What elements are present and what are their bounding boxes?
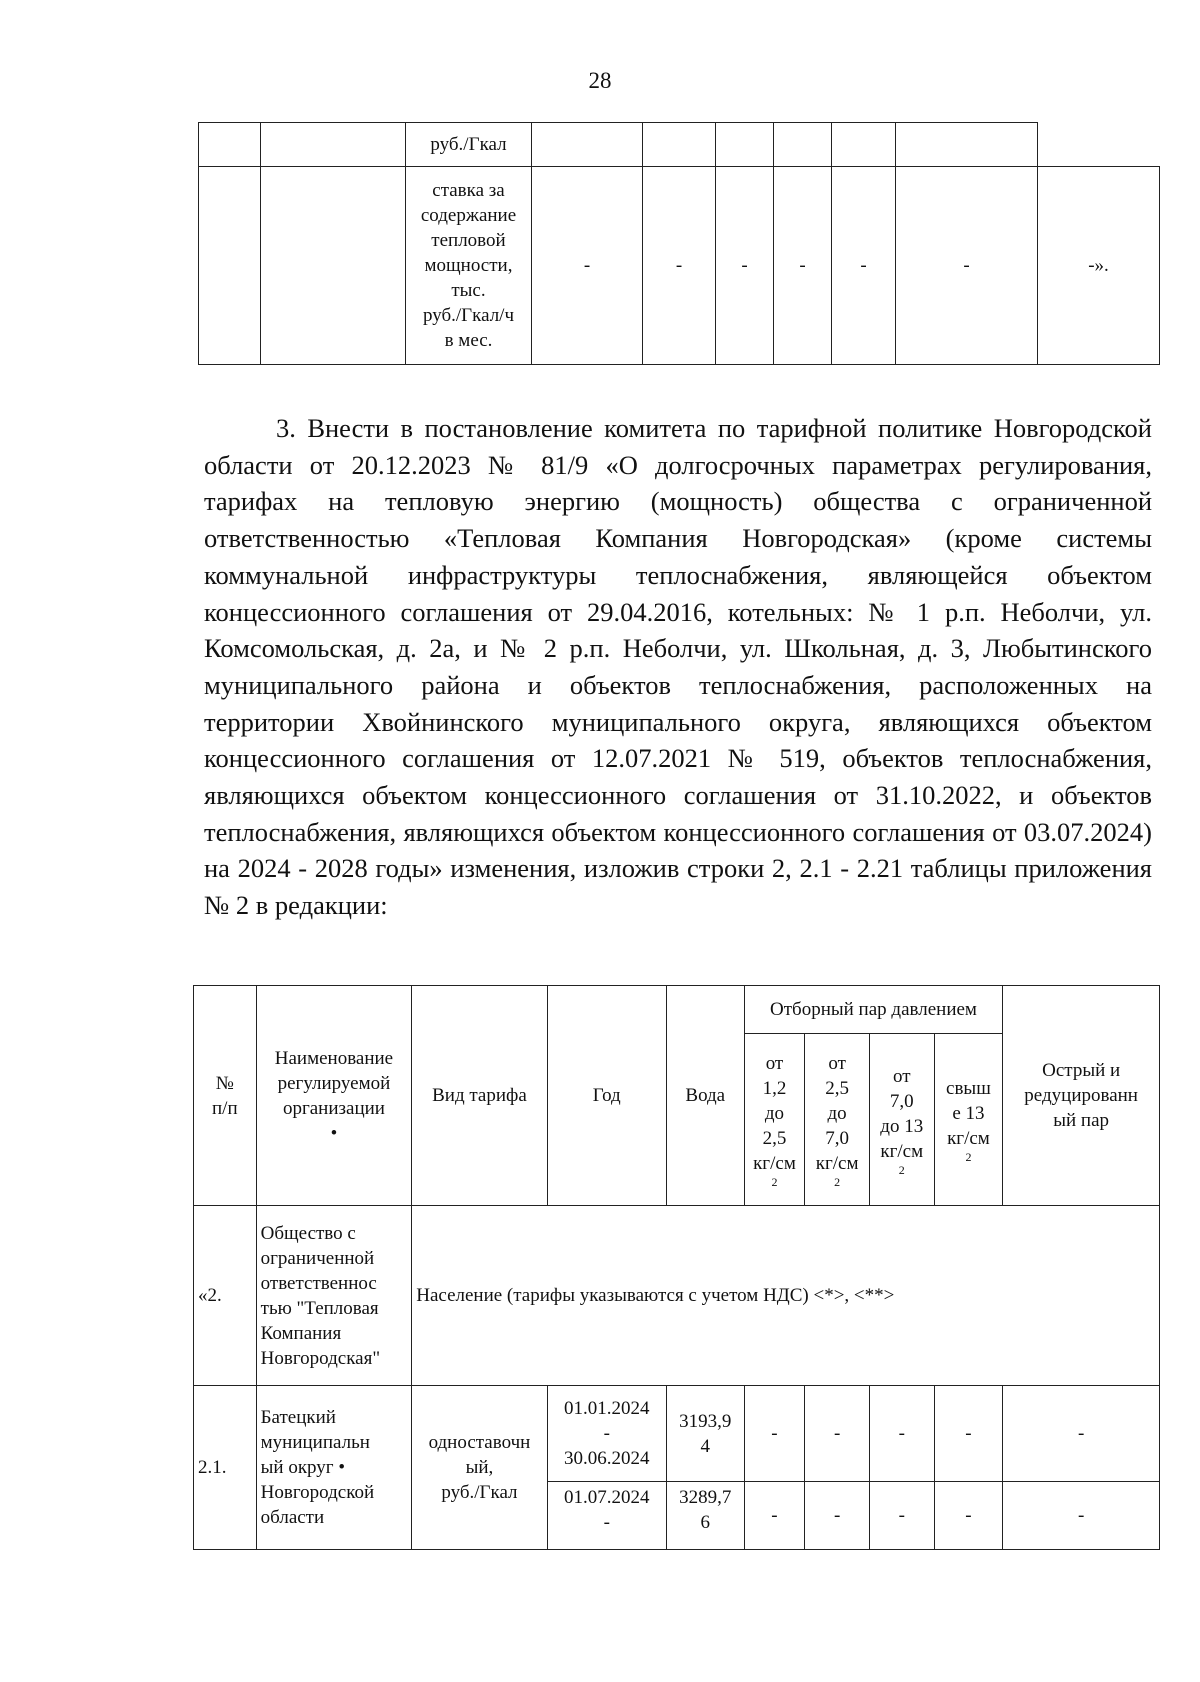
row-2-org: Общество с ограниченной ответственнос тью "Тепловая Компания Новгородская" [256,1206,412,1386]
period-2-value: - [934,1482,1003,1550]
period-2-water: 3289,7 6 [666,1482,744,1550]
row-2 [194,1206,1160,1386]
header-steam-2-5-7: от 2,5 до 7,0 кг/см 2 [805,1034,870,1206]
capacity-rate-row [199,167,1160,365]
row-2-note: Население (тарифы указываются с учетом НДС) <*>, <**> [412,1206,1160,1386]
tariff-table [193,985,1160,1550]
period-1-value: - [805,1386,870,1482]
row-2-num: «2. [194,1206,257,1386]
period-2-value: - [805,1482,870,1550]
header-row [194,986,1160,1034]
period-2-dates: 01.07.2024 - [547,1482,666,1550]
header-org: Наименование регулируемой организации • [256,986,412,1206]
header-tariff-type: Вид тарифа [412,986,547,1206]
period-1-value: - [744,1386,805,1482]
page-number: 28 [588,68,612,93]
header-steam-7-13: от 7,0 до 13 кг/см 2 [869,1034,934,1206]
unit-cell: руб./Гкал [406,123,532,167]
capacity-value-last: -». [1038,167,1160,365]
period-2-value: - [1003,1482,1160,1550]
header-sharp-steam: Острый и редуцированн ый пар [1003,986,1160,1206]
capacity-value: - [643,167,716,365]
amendment-paragraph [204,410,1152,924]
period-1-water: 3193,9 4 [666,1386,744,1482]
period-1-dates: 01.01.2024 - 30.06.2024 [547,1386,666,1482]
capacity-value: - [896,167,1038,365]
header-steam-over-13: свыш е 13 кг/см 2 [934,1034,1003,1206]
period-2-value: - [744,1482,805,1550]
header-num: № п/п [194,986,257,1206]
header-steam-1-2-5: от 1,2 до 2,5 кг/см 2 [744,1034,805,1206]
unit-row [199,123,1160,167]
row-2-1-tariff-type: одноставочн ый, руб./Гкал [412,1386,547,1550]
period-2-value: - [869,1482,934,1550]
continued-tariff-table [198,122,1160,365]
capacity-rate-label: ставка за содержание тепловой мощности, тыс. руб./Гкал/ч в мес. [406,167,532,365]
header-steam-group: Отборный пар давлением [744,986,1003,1034]
capacity-value: - [774,167,832,365]
header-year: Год [547,986,666,1206]
row-2-1-org: Батецкий муниципальн ый округ • Новгородской области [256,1386,412,1550]
row-2-1-period-1 [194,1386,1160,1482]
header-water: Вода [666,986,744,1206]
period-1-value: - [1003,1386,1160,1482]
capacity-value: - [716,167,774,365]
capacity-value: - [832,167,896,365]
period-1-value: - [869,1386,934,1482]
paragraph-text: Внести в постановление комитета по тарифной политике Новгородской области от 20.12.2023 № 81/9 «О долгосрочных параметрах регулирования, тарифах на тепловую энергию (мощность) общества с ограниченной ответственностью «Тепловая Компания Новгородская» (кроме системы коммунальной инфраструктуры теплоснабжения, являющейся объектом концессионного соглашения от 29.04.2016, котельных: № 1 р.п. Неболчи, ул. Комсомольская, д. 2а, и № 2 р.п. Неболчи, ул. Школьная, д. 3, Любытинского муниципального района и объектов теплоснабжения, расположенных на территории Хвойнинского муниципального округа, являющихся объектом концессионного соглашения от 12.07.2021 № 519, объектов теплоснабжения, являющихся объектом концессионного соглашения от 31.10.2022, и объектов теплоснабжения, являющихся объектом концессионного соглашения от 03.07.2024) на 2024 - 2028 годы» изменения, изложив строки 2, 2.1 - 2.21 таблицы приложения № 2 в редакции: [204,413,1152,921]
capacity-value: - [532,167,643,365]
paragraph-number: 3. [276,413,296,443]
period-1-value: - [934,1386,1003,1482]
row-2-1-num: 2.1. [194,1386,257,1550]
